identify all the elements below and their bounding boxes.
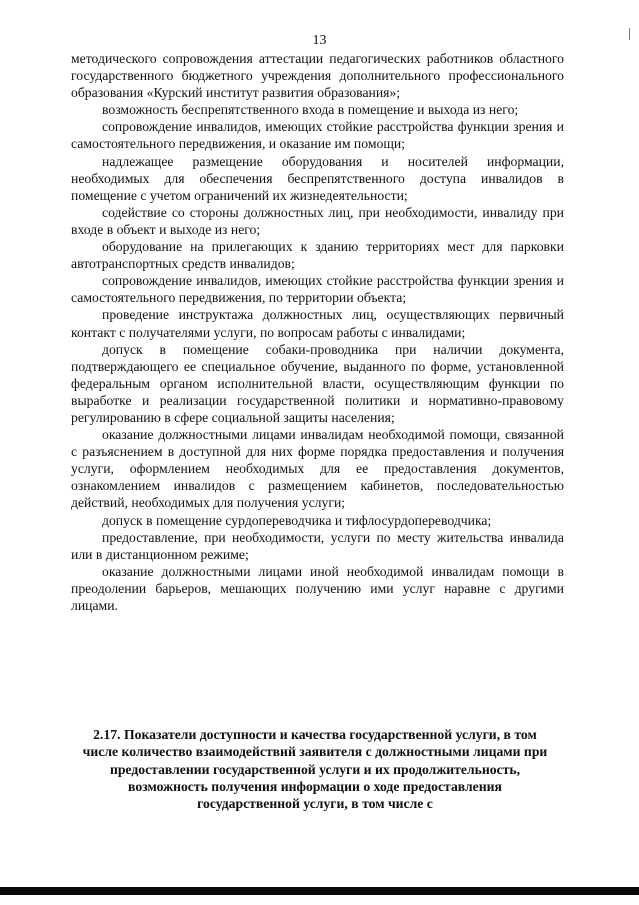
paragraph: возможность беспрепятственного входа в помещение и выхода из него; xyxy=(102,102,519,118)
paragraph: предоставление, при необходимости, услуги по месту жительства инвалида или в дистанционном режиме; xyxy=(71,529,564,562)
paragraph: сопровождение инвалидов, имеющих стойкие расстройства функции зрения и самостоятельного передвижения, и оказание им помощи; xyxy=(71,119,564,152)
paragraph: оказание должностными лицами инвалидам необходимой помощи, связанной с разъяснением в доступной для них форме порядка предоставления и получения услуги, оформлением необходимых для ее предоставления документов, ознакомлением инвалидов с размещением кабинетов, последовательностью действий, необходимых для получения услуги; xyxy=(71,427,564,511)
scan-bottom-border xyxy=(0,887,639,895)
paragraph: содействие со стороны должностных лиц, при необходимости, инвалиду при входе в объект и выходе из него; xyxy=(71,204,564,237)
paragraph: допуск в помещение сурдопереводчика и тифлосурдопереводчика; xyxy=(102,512,492,528)
page-number: 13 xyxy=(312,33,327,48)
paragraph: проведение инструктажа должностных лиц, осуществляющих первичный контакт с получателями услуги, по вопросам работы с инвалидами; xyxy=(71,307,564,340)
body-text xyxy=(71,50,564,614)
paragraph: допуск в помещение собаки-проводника при наличии документа, подтверждающего ее специальное обучение, выданного по форме, установленной федеральным органом исполнительной власти, осуществляющим функции по выработке и реализации государственной политики и нормативно-правовому регулированию в сфере социальной защиты населения; xyxy=(71,341,564,425)
paragraph: надлежащее размещение оборудования и носителей информации, необходимых для обеспечения беспрепятственного доступа инвалидов в помещение с учетом ограничений их жизнедеятельности; xyxy=(71,153,564,203)
paragraph: оборудование на прилегающих к зданию территориях мест для парковки автотранспортных средств инвалидов; xyxy=(71,239,564,272)
section-heading: 2.17. Показатели доступности и качества государственной услуги, в том числе количество взаимодействий заявителя с должностными лицами при предоставлении государственной услуги и их продолжительность, возможность получения информации о ходе предоставления государственной услуги, в том числе с xyxy=(82,727,548,812)
paragraph: сопровождение инвалидов, имеющих стойкие расстройства функции зрения и самостоятельного передвижения, по территории объекта; xyxy=(71,273,564,306)
paragraph: оказание должностными лицами иной необходимой инвалидам помощи в преодолении барьеров, мешающих получению ими услуг наравне с другими лицами. xyxy=(71,563,564,613)
paragraph-continuation: методического сопровождения аттестации педагогических работников областного государственного бюджетного учреждения дополнительного профессионального образования «Курский институт развития образования»; xyxy=(71,51,564,101)
